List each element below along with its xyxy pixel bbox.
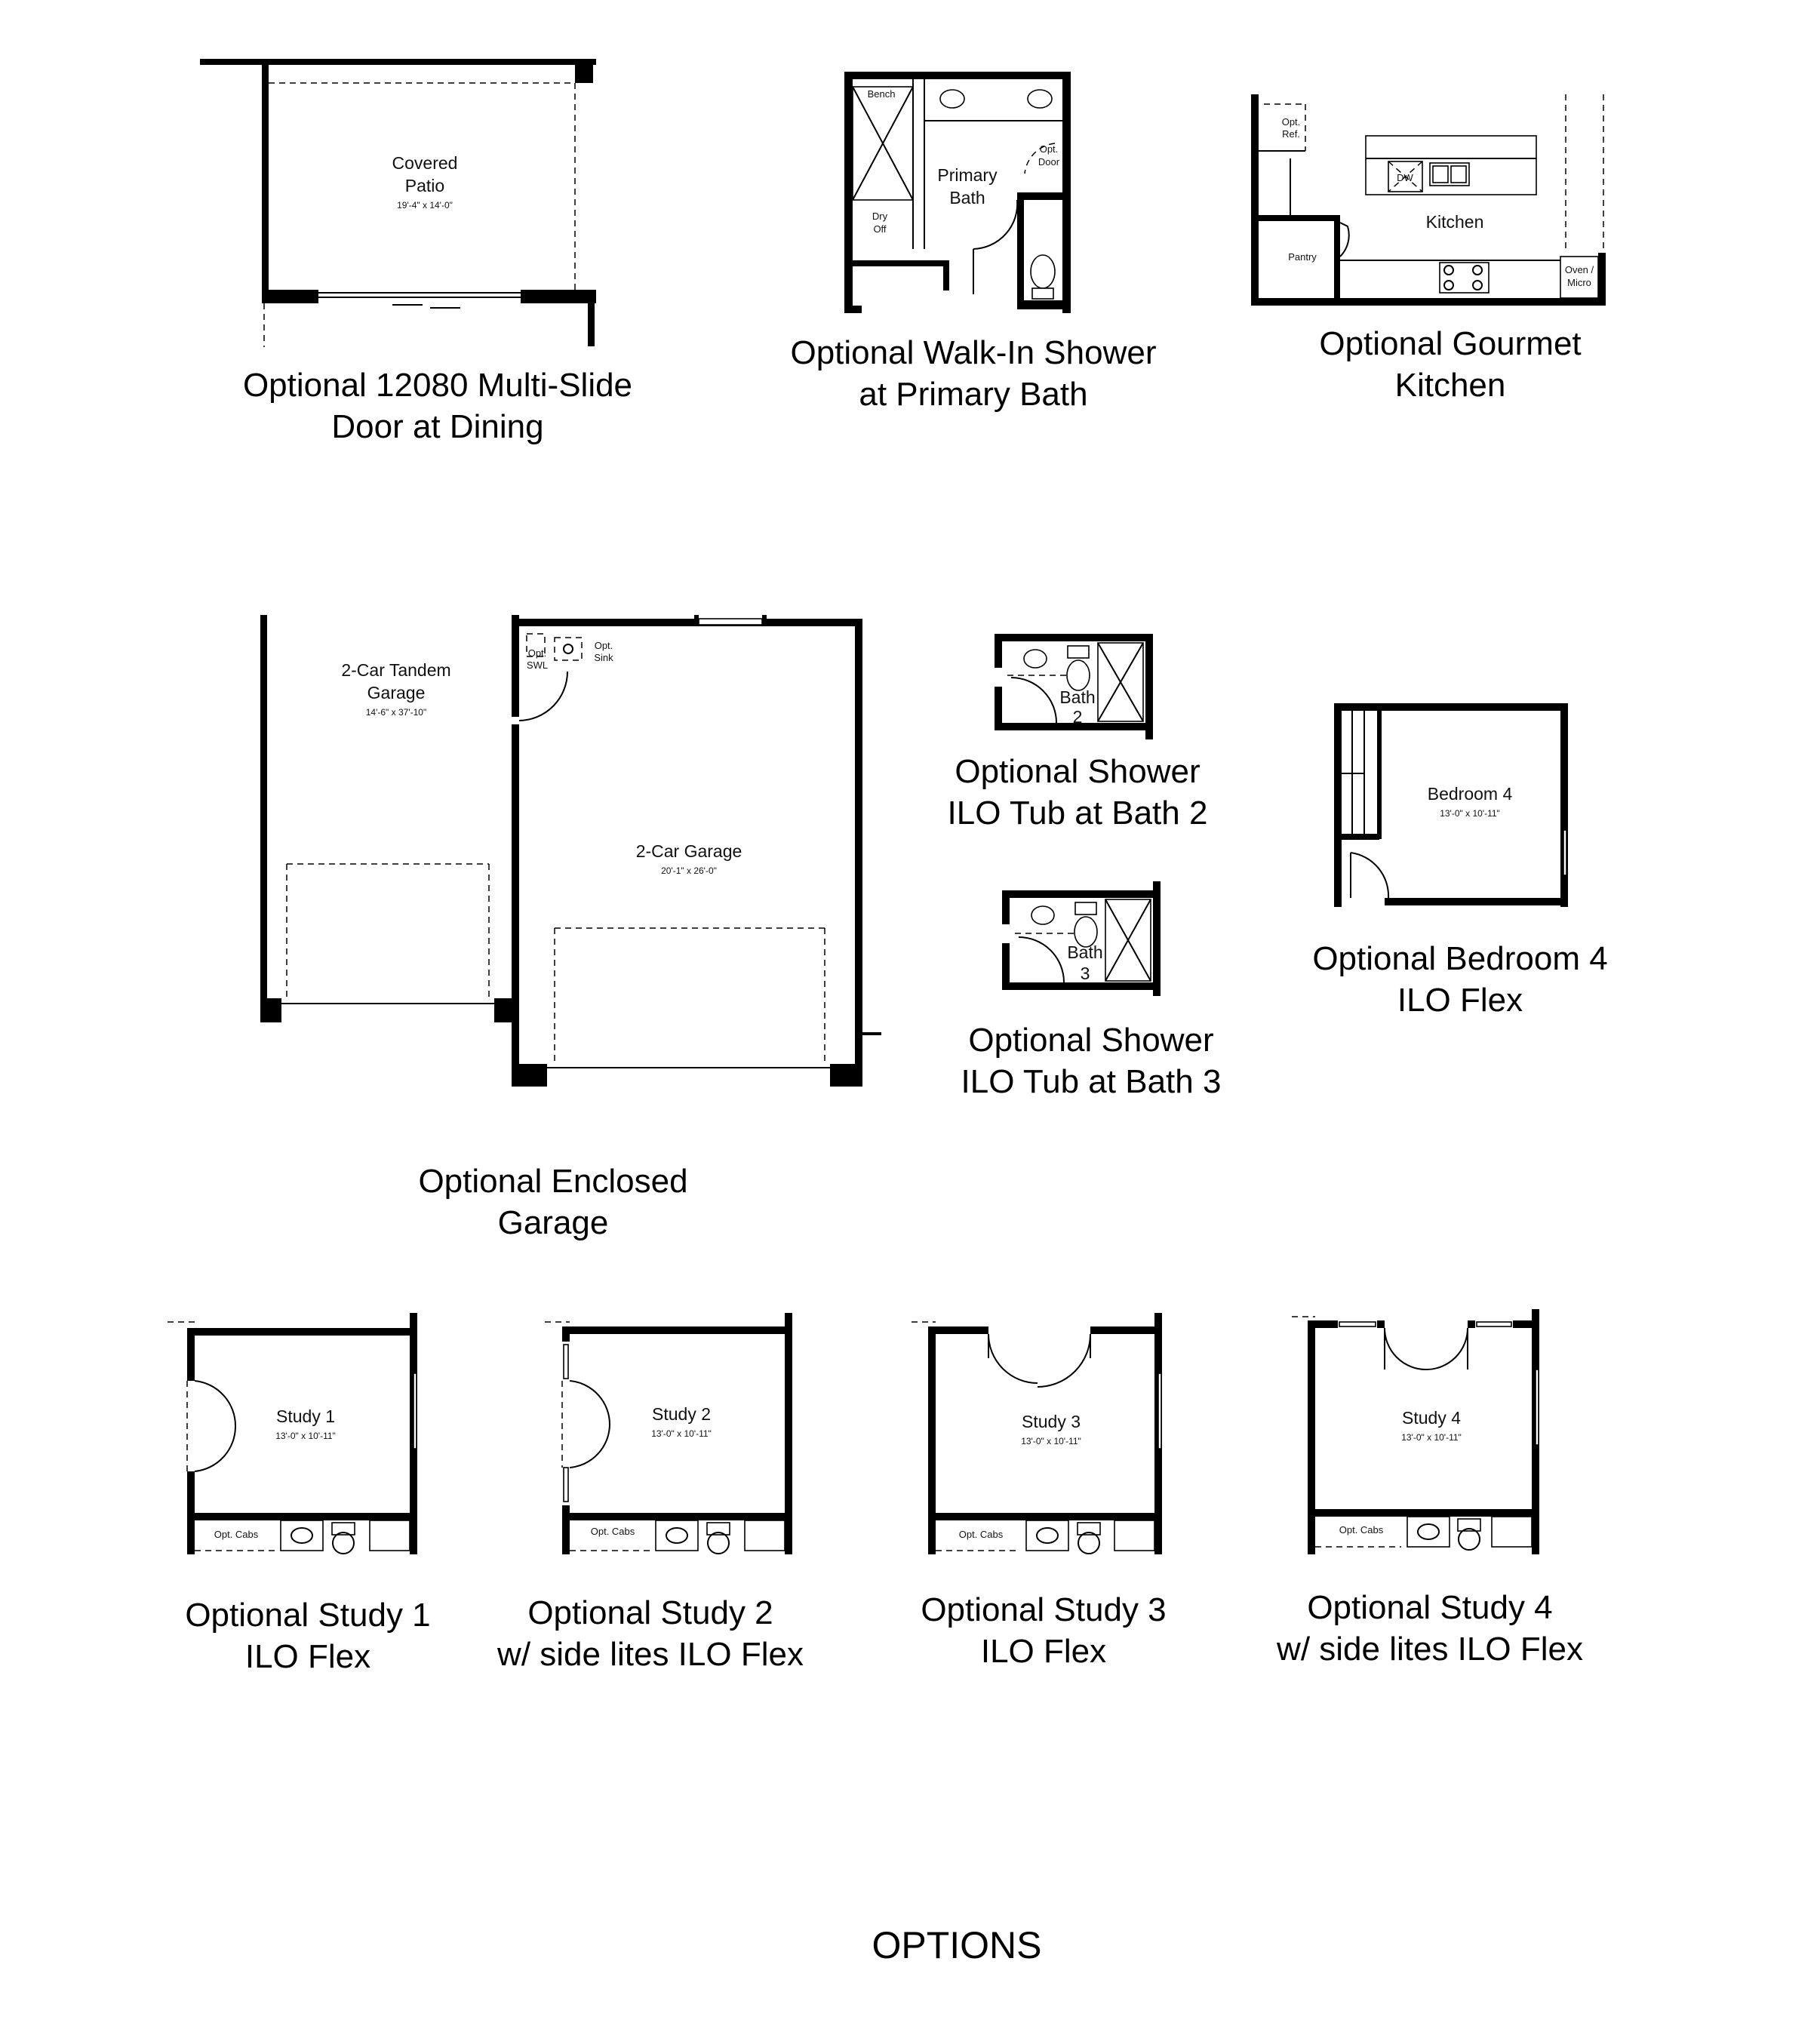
- caption-bed4-2: ILO Flex: [1397, 982, 1523, 1019]
- bath3-name-2: 3: [1080, 964, 1090, 983]
- caption-garage-1: Optional Enclosed: [418, 1163, 688, 1200]
- bed4-right-wall: [1560, 703, 1568, 907]
- bed4-name: Bedroom 4: [1427, 784, 1513, 804]
- caption-multi-slide-1: Optional 12080 Multi-Slide: [242, 367, 633, 404]
- study4-left-wall: [1308, 1320, 1315, 1554]
- primary-sink-right: [1028, 90, 1052, 108]
- opt-ref-label-1: Opt.: [1281, 116, 1301, 128]
- caption-bed4-1: Optional Bedroom 4: [1312, 940, 1608, 977]
- option-bedroom-4: [1312, 703, 1607, 1019]
- pantry-wall: [1259, 215, 1334, 221]
- bed4-bottom-wall: [1385, 898, 1568, 905]
- bath3-sink: [1031, 906, 1054, 924]
- caption-study4-2: w/ side lites ILO Flex: [1277, 1631, 1583, 1668]
- kitchen-bottom-wall: [1251, 298, 1606, 306]
- study3-bath-wall: [928, 1513, 1162, 1520]
- bed4-dims: 13'-0" x 10'-11": [1440, 808, 1500, 819]
- study3-name: Study 3: [1022, 1412, 1081, 1431]
- study1-opt-cabs: Opt. Cabs: [214, 1529, 259, 1540]
- primary-bath-wc-side: [1017, 192, 1024, 307]
- bath2-name-1: Bath: [1059, 687, 1096, 707]
- caption-kitchen-2: Kitchen: [1394, 367, 1506, 404]
- opt-sink: [555, 638, 582, 660]
- option-study-2: [497, 1313, 804, 1673]
- study2-name: Study 2: [652, 1404, 711, 1424]
- caption-study2-2: w/ side lites ILO Flex: [497, 1636, 804, 1673]
- caption-bath3-1: Optional Shower: [968, 1022, 1214, 1059]
- garage-center-wall: [512, 724, 519, 1087]
- caption-study2-1: Optional Study 2: [527, 1594, 773, 1631]
- primary-bath-lower-wall: [853, 260, 945, 266]
- bench-label: Bench: [867, 88, 896, 100]
- study1-dims: 13'-0" x 10'-11": [275, 1431, 336, 1441]
- option-walk-in-shower: [790, 72, 1156, 413]
- tandem-left-wall: [260, 615, 267, 1022]
- study2-bath-wall: [562, 1513, 792, 1520]
- dry-off-label-2: Off: [873, 223, 887, 235]
- study2-tub: [745, 1520, 785, 1551]
- study2-sink: [656, 1520, 698, 1551]
- study3-tub: [1114, 1520, 1154, 1551]
- option-enclosed-garage: [260, 615, 881, 1241]
- study3-top-wall-right: [1090, 1326, 1162, 1334]
- kitchen-right-wall: [1598, 253, 1606, 306]
- kitchen-left-wall: [1251, 94, 1259, 306]
- patio-corner-post: [575, 60, 593, 83]
- study1-tub: [370, 1520, 410, 1551]
- caption-study4-1: Optional Study 4: [1307, 1589, 1553, 1626]
- study1-bath-wall: [187, 1513, 417, 1520]
- study2-top-wall: [562, 1326, 792, 1334]
- bath3-right-wall: [1153, 881, 1161, 996]
- kitchen-room-name: Kitchen: [1425, 212, 1484, 232]
- opt-sink-label-1: Opt.: [594, 640, 613, 651]
- primary-bath-name-2: Bath: [949, 188, 985, 208]
- caption-walk-in-2: at Primary Bath: [859, 376, 1088, 413]
- patio-room-name-1: Covered: [392, 153, 458, 173]
- study4-opt-cabs: Opt. Cabs: [1339, 1524, 1384, 1536]
- opt-sink-label-2: Sink: [594, 652, 613, 663]
- caption-garage-2: Garage: [497, 1204, 609, 1241]
- study3-dims: 13'-0" x 10'-11": [1021, 1436, 1081, 1446]
- option-multi-slide-door: [200, 59, 632, 445]
- study1-top-wall: [187, 1328, 417, 1336]
- study3-opt-cabs: Opt. Cabs: [958, 1529, 1004, 1540]
- study2-side-lite-bottom: [564, 1468, 568, 1502]
- bath3-name-1: Bath: [1067, 942, 1103, 962]
- study1-sink: [281, 1520, 323, 1551]
- dry-off-label-1: Dry: [872, 211, 888, 222]
- study2-opt-cabs: Opt. Cabs: [590, 1526, 635, 1537]
- opt-door-label-1: Opt.: [1039, 143, 1059, 155]
- bed4-left-wall: [1334, 703, 1342, 907]
- oven-micro-label-2: Micro: [1567, 277, 1591, 288]
- tandem-garage-name-1: 2-Car Tandem: [341, 660, 451, 680]
- study4-side-lite-right: [1477, 1322, 1511, 1326]
- bath2-name-2: 2: [1072, 707, 1083, 727]
- caption-bath3-2: ILO Tub at Bath 3: [961, 1063, 1222, 1100]
- option-study-4: [1276, 1309, 1583, 1668]
- option-shower-bath-2: [948, 634, 1208, 832]
- primary-bath-name-1: Primary: [937, 165, 998, 185]
- primary-bath-bottom-wall: [1017, 300, 1070, 309]
- patio-bottom-right-wall: [521, 290, 596, 303]
- study4-name: Study 4: [1402, 1408, 1461, 1428]
- opt-swl-label-1: Opt.: [527, 647, 547, 659]
- garage-top-wall: [512, 619, 862, 626]
- study4-sink: [1407, 1517, 1450, 1547]
- patio-bottom-left-wall: [262, 290, 318, 303]
- patio-room-name-2: Patio: [404, 176, 445, 195]
- two-car-garage-dims: 20'-1" x 26'-0": [661, 865, 717, 876]
- garage-divider-wall: [512, 615, 519, 717]
- caption-study3-1: Optional Study 3: [921, 1591, 1167, 1628]
- opt-swl-label-2: SWL: [526, 659, 549, 671]
- bed4-top-wall: [1334, 703, 1568, 711]
- study4-dims: 13'-0" x 10'-11": [1401, 1432, 1462, 1443]
- caption-multi-slide-2: Door at Dining: [331, 408, 544, 445]
- bath3-bottom-wall: [1002, 982, 1161, 990]
- bath3-top-wall: [1002, 890, 1161, 898]
- study3-sink: [1026, 1520, 1068, 1551]
- caption-kitchen-1: Optional Gourmet: [1319, 325, 1582, 362]
- option-gourmet-kitchen: [1251, 94, 1606, 404]
- caption-study1-1: Optional Study 1: [185, 1597, 431, 1634]
- primary-toilet: [1031, 255, 1055, 288]
- bath2-sink: [1024, 650, 1047, 668]
- study4-side-lite-left: [1339, 1322, 1376, 1326]
- primary-bath-left-wall: [844, 72, 853, 313]
- study2-dims: 13'-0" x 10'-11": [651, 1428, 712, 1439]
- caption-study3-2: ILO Flex: [980, 1633, 1107, 1670]
- primary-bath-top-wall: [844, 72, 1071, 79]
- study2-side-lite-top: [564, 1345, 568, 1379]
- option-study-3: [912, 1313, 1167, 1670]
- garage-right-wall: [855, 619, 862, 1087]
- patio-left-wall: [262, 60, 269, 296]
- opt-ref-label-2: Ref.: [1282, 128, 1300, 140]
- bath2-toilet: [1067, 660, 1090, 690]
- tandem-garage-name-2: Garage: [367, 683, 426, 702]
- tandem-garage-dims: 14'-6" x 37'-10": [365, 707, 427, 718]
- patio-top-wall: [200, 59, 596, 65]
- pantry-label: Pantry: [1288, 251, 1317, 263]
- caption-walk-in-1: Optional Walk-In Shower: [790, 334, 1157, 371]
- caption-study1-2: ILO Flex: [244, 1638, 371, 1675]
- page-title: OPTIONS: [872, 1924, 1042, 1966]
- caption-bath2-1: Optional Shower: [955, 753, 1201, 790]
- study3-top-wall-left: [928, 1326, 988, 1334]
- study4-bath-wall: [1308, 1509, 1539, 1517]
- study4-tub: [1492, 1517, 1532, 1547]
- option-study-1: [168, 1313, 431, 1675]
- option-shower-bath-3: [961, 881, 1222, 1100]
- primary-bath-wc-wall: [1017, 192, 1070, 200]
- patio-room-dims: 19'-4" x 14'-0": [397, 200, 453, 211]
- two-car-garage-name: 2-Car Garage: [635, 841, 742, 861]
- bath2-top-wall: [995, 634, 1153, 641]
- opt-door-label-2: Door: [1038, 156, 1060, 168]
- primary-sink-left: [940, 90, 964, 108]
- caption-bath2-2: ILO Tub at Bath 2: [947, 795, 1208, 832]
- oven-micro-label-1: Oven /: [1564, 264, 1594, 275]
- dw-label: DW: [1397, 172, 1413, 183]
- patio-right-wall: [588, 290, 595, 346]
- study1-name: Study 1: [276, 1406, 335, 1426]
